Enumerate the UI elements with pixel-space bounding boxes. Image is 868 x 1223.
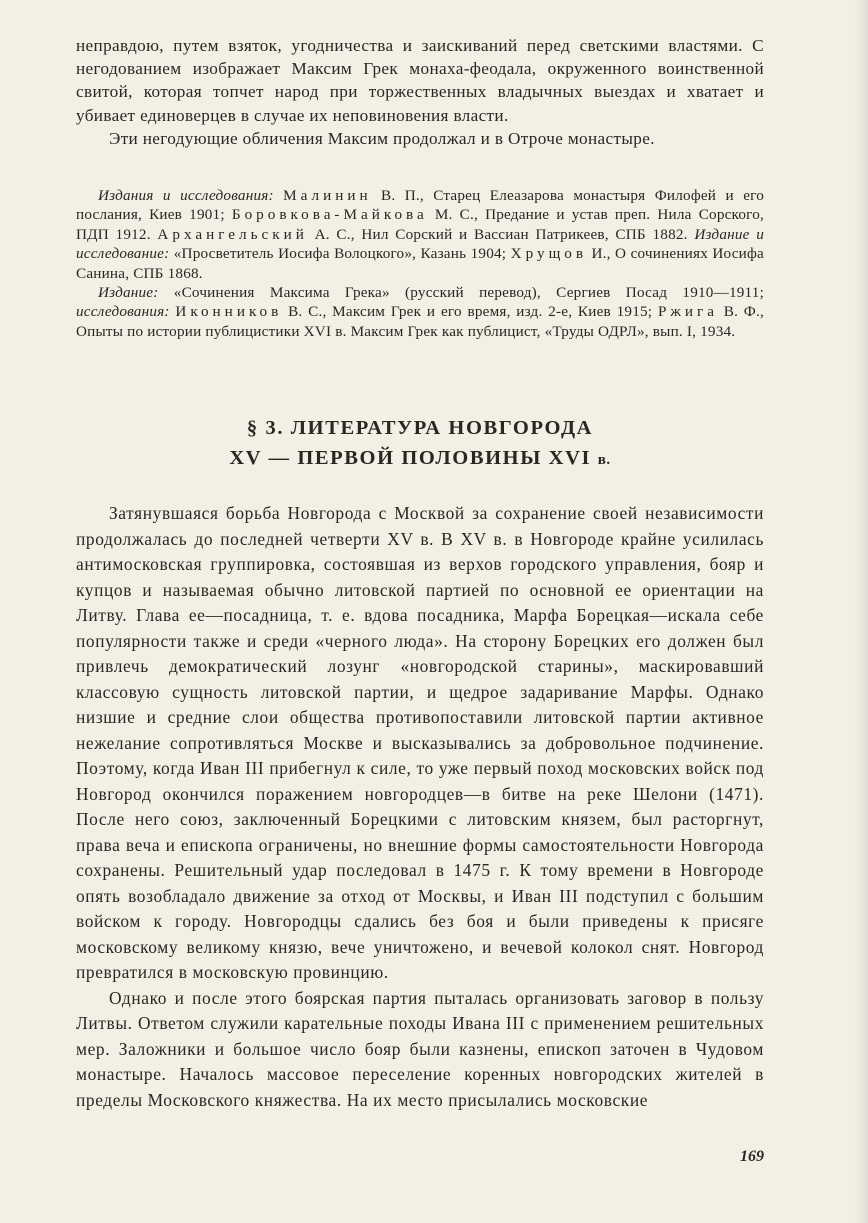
author-name: Иконников [175,303,283,321]
section-heading-line-2 [76,443,764,475]
author-name: Архангельский [157,225,308,243]
bibliography-text: «Сочинения Максима Грека» (русский перевод), Сергиев Посад 1910—1911; [173,284,765,302]
bibliography-text: А. С., Нил Сорский и Вассиан Патрикеев, СПБ 1882. [314,225,688,243]
author-name: Ржига [657,303,718,321]
bibliography-label: Издание: [98,284,159,302]
body-paragraph-1: Затянувшаяся борьба Новгорода с Москвой за сохранение своей независимости продолжалась до последней четверти XV в. В XV в. в Новгороде крайне усилилась антимосковская группировка, состоявшая из верхов городского управления, бояр и купцов и называемая обычно литовской партией по основной ее ориентации на Литву. Глава ее—посадница, т. е. вдова посадника, Марфа Борецкая—искала себе популярности также и среди «черного люда». На сторону Борецких его должен был привлечь демократический лозунг «новгородской старины», маскировавший классовую сущность литовской партии, и щедрое задаривание Марфы. Однако низшие и средние слои общества противопоставили литовской партии активное нежелание сопротивляться Москве и высказывались за добровольное подчинение. Поэтому, когда Иван III прибегнул к силе, то уже первый поход московских войск под Новгород окончился поражением новгородцев—в битве на реке Шелони (1471). После него союз, заключенный Борецкими с литовским князем, был расторгнут, права веча и епископа ограничены, но внешние формы самостоятельности Новгорода сохранены. Решительный удар последовал в 1475 г. К тому времени в Новгороде опять возобладало движение за отход от Москвы, и Иван III подступил с большим войском к городу. Новгородцы сдались без боя и были приведены к присяге московскому великому князю, вече уничтожено, и вечевой колокол снят. Новгород превратился в московскую провинцию. [76,503,764,983]
bibliography-text: М. С., Предание и устав преп. Нила Сорского, ПДП 1912. [76,206,764,243]
bibliography-text: «Просветитель Иосифа Волоцкого», Казань 1904; [173,245,507,263]
author-name: Боровкова-Майкова [231,206,428,224]
section-heading [76,413,764,475]
bibliography-block [76,186,764,341]
page-edge-shadow [854,0,868,1223]
top-paragraph-2: Эти негодующие обличения Максим продолжал и в Отроче монастыре. [109,128,655,148]
bibliography-text: И., О сочинениях Иосифа Санина, СПБ 1868. [76,245,764,282]
page-number: 169 [740,1148,764,1165]
section-body [76,501,764,1113]
body-paragraph-2: Однако и после этого боярская партия пыталась организовать заговор в пользу Литвы. Ответом служили карательные походы Ивана III с применением решительных мер. Заложники и большое число бояр были казнены, епископ заточен в Чудовом монастыре. Началось массовое переселение коренных новгородских жителей в пределы Московского княжества. На их место присылались московские [76,987,764,1110]
bibliography-label: Издание и исследование: [76,225,765,263]
author-name: Малинин [283,187,372,205]
bibliography-entry-2 [76,283,764,341]
bibliography-label: исследования: [76,303,170,321]
section-heading-line-1: § 3. ЛИТЕРАТУРА НОВГОРОДА [246,417,594,440]
bibliography-label: Издания и исследования: [98,187,274,205]
section-heading-line-2-suffix: в. [597,452,611,469]
section-heading-line-2-main: XV — ПЕРВОЙ ПОЛОВИНЫ XVI [229,447,592,470]
bibliography-entry-1 [76,186,764,283]
bibliography-text: В. С., Максим Грек и его время, изд. 2-е, Киев 1915; [288,303,653,321]
bibliography-text: В. Ф., Опыты по истории публицистики XVI в. Максим Грек как публицист, «Труды ОДРЛ», вып. I, 1934. [76,303,764,340]
author-name: Хрущов [510,245,588,263]
top-paragraph-1: неправдою, путем взяток, угодничества и заискиваний перед светскими властями. С негодованием изображает Максим Грек монаха-феодала, окруженного воинственной свитой, которая топчет народ при торжественных владычных выездах и хватает и убивает единоверцев в случае их неповиновения власти. [76,36,764,125]
bibliography-text: В. П., Старец Елеазарова монастыря Филофей и его послания, Киев 1901; [76,187,765,224]
